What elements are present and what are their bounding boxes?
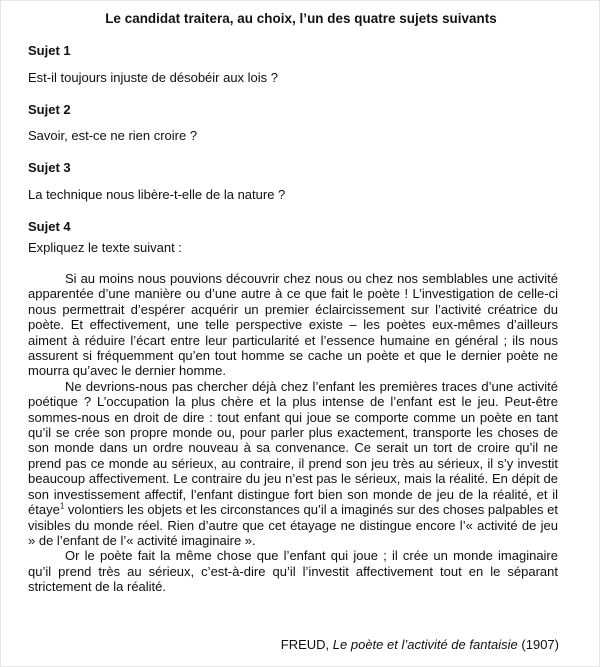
excerpt-paragraph-1: Si au moins nous pouvions découvrir chez nous ou chez nos semblables une activité apparentée d’une manière ou d’une autre à ce que fait le poète ! L’investigation de celle-ci nous permettrait d’espérer acquérir un premier éclaircissement sur l’activité créatrice du poète. Et effectivement, une telle perspective existe – les poètes eux-mêmes d’ailleurs aiment à réduire l’écart entre leur particularité et l’essence humaine en général ; ils nous assurent si fréquemment qu’en tout homme se cache un poète et que le dernier poète ne mourra qu’avec le dernier homme.	[28, 271, 558, 379]
subject-3-heading: Sujet 3	[28, 160, 71, 175]
subject-2-text: Savoir, est-ce ne rien croire ?	[28, 128, 198, 143]
excerpt-paragraph-3: Or le poète fait la même chose que l’enfant qui joue ; il crée un monde imaginaire qu’il prend très au sérieux, c’est-à-dire qu’il l’investit affectivement tout en le séparant strictement de la réalité.	[28, 548, 558, 595]
subject-2-heading: Sujet 2	[28, 102, 71, 117]
freud-excerpt	[28, 271, 558, 595]
page-title: Le candidat traitera, au choix, l’un des quatre sujets suivants	[105, 11, 497, 26]
subject-4-text: Expliquez le texte suivant :	[28, 240, 182, 255]
excerpt-paragraph-2-start: Ne devrions-nous pas chercher déjà chez l’enfant les premières traces d’une activité poétique ? L’occupation la plus chère et la plus intense de l’enfant est le jeu. Peut-être sommes-nous en droit de dire : tout enfant qui joue se comporte comme un poète en tant qu’il se crée son propre monde ou, pour parler plus exactement, transporte les choses de son monde dans un ordre nouveau à sa convenance. Ce serait un tort de croire qu’il ne prend pas ce monde au sérieux, au contraire, il prend son jeu très au sérieux, il s’y investit beaucoup affectivement. Le contraire du jeu n’est pas le sérieux, mais la réalité. En dépit de son investissement affectif, l’enfant distingue fort bien son monde de jeu de la réalité, et il étaye	[28, 378, 558, 518]
subject-4-heading: Sujet 4	[28, 219, 71, 234]
citation	[281, 637, 559, 652]
citation-author: FREUD,	[280, 637, 333, 652]
subject-1-heading: Sujet 1	[28, 43, 71, 58]
excerpt-paragraph-2-end: volontiers les objets et les circonstances qu’il a imaginés sur des choses palpables et visibles du monde réel. Rien d’autre que cet étayage ne distingue encore l’« activité de jeu » de l’enfant de l’« activité imaginaire ».	[28, 502, 558, 548]
subject-1-text: Est-il toujours injuste de désobéir aux lois ?	[28, 70, 279, 85]
citation-year: (1907)	[517, 637, 559, 652]
excerpt-paragraph-2	[28, 379, 558, 548]
footnote-mark: 1	[59, 501, 65, 511]
subject-3-text: La technique nous libère-t-elle de la nature ?	[28, 187, 286, 202]
citation-work: Le poète et l’activité de fantaisie	[332, 637, 518, 652]
